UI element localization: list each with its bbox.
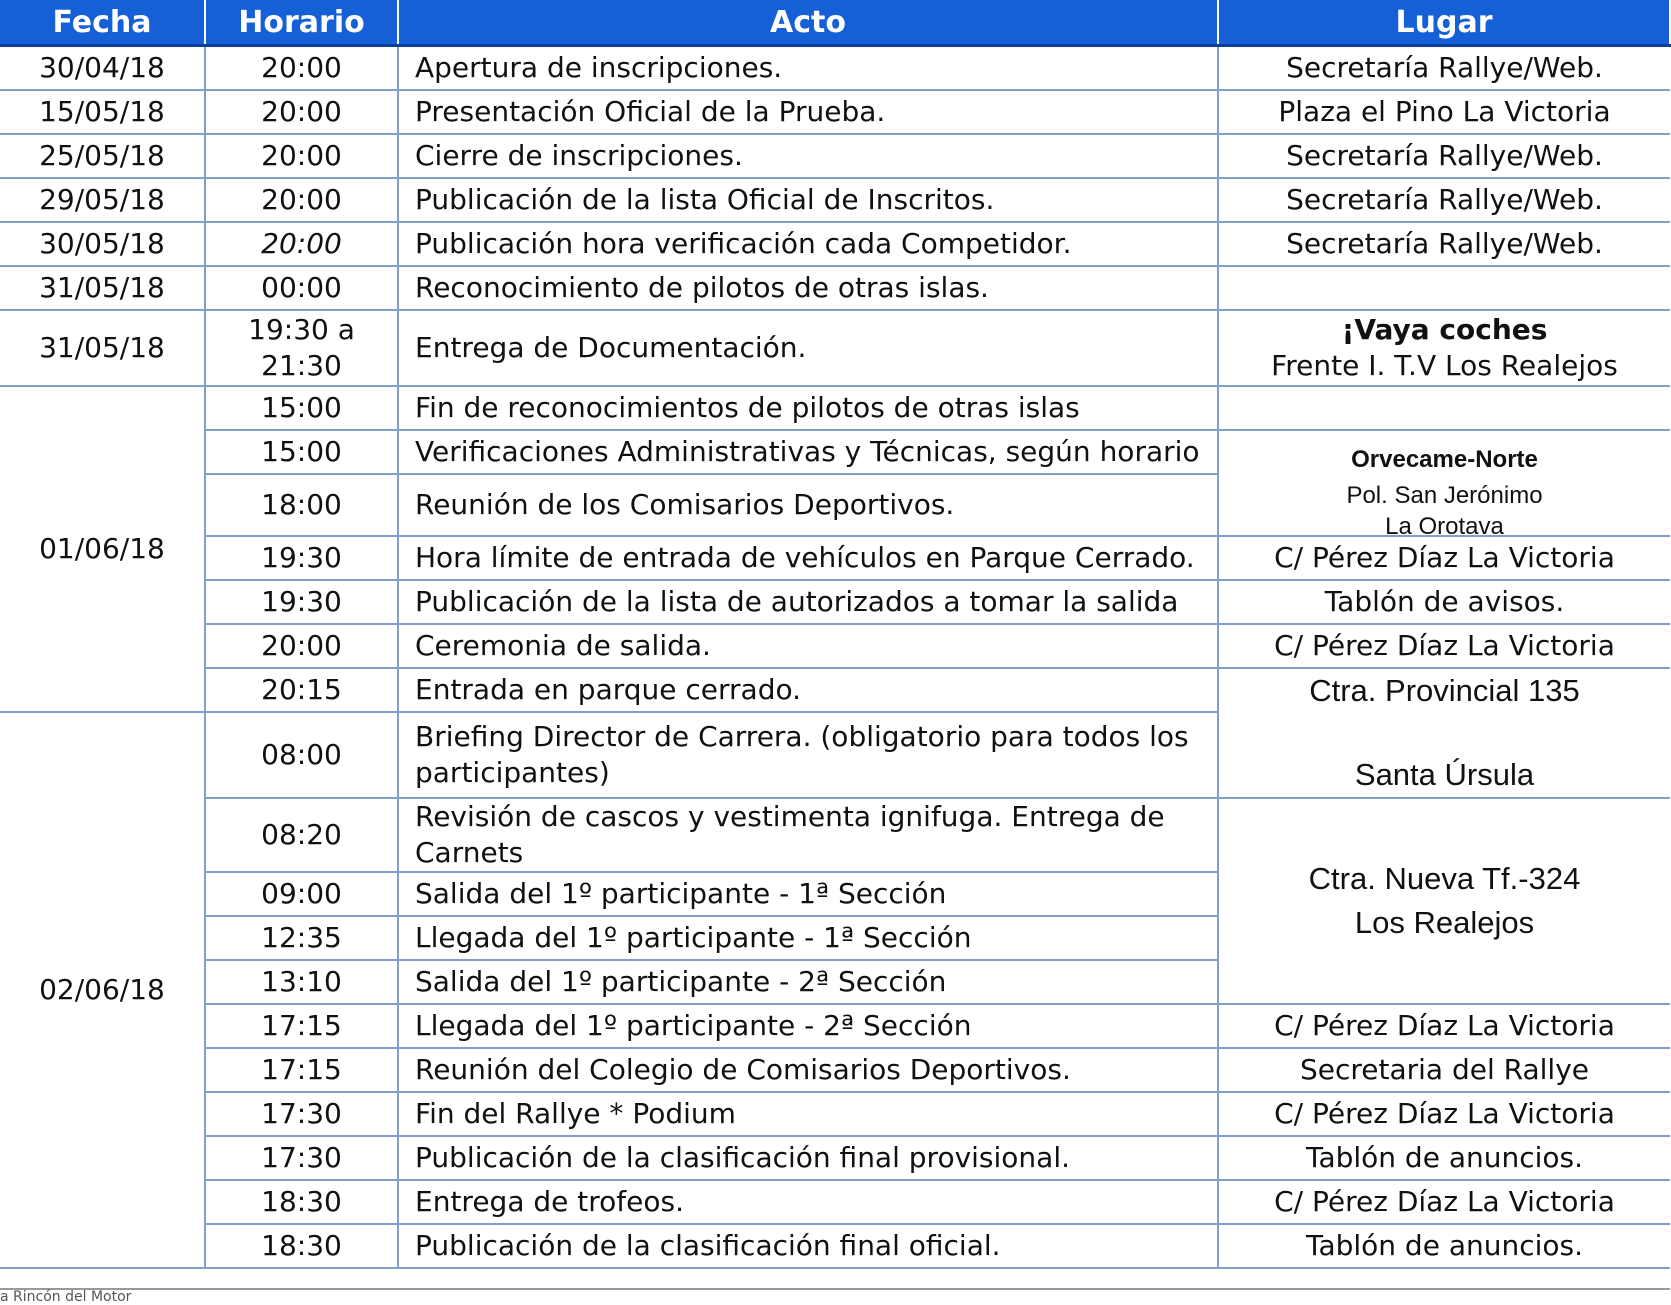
horario-cell: 20:00 [205, 624, 398, 668]
header-row [0, 0, 1670, 46]
horario-cell: 17:30 [205, 1092, 398, 1136]
horario-cell: 17:15 [205, 1004, 398, 1048]
table-row [0, 1180, 1670, 1224]
lugar-cell: Secretaría Rallye/Web. [1218, 46, 1670, 91]
lugar-cell [1218, 430, 1670, 540]
horario-cell: 08:20 [205, 798, 398, 872]
table-row [0, 1092, 1670, 1136]
acto-cell: Llegada del 1º participante - 2ª Sección [398, 1004, 1218, 1048]
fecha-cell: 01/06/18 [0, 386, 205, 712]
acto-cell: Reconocimiento de pilotos de otras islas. [398, 266, 1218, 310]
horario-cell: 09:00 [205, 872, 398, 916]
acto-cell: Reunión de los Comisarios Deportivos. [398, 474, 1218, 536]
table-row [0, 46, 1670, 91]
lugar-line: Orvecame-Norte [1351, 446, 1538, 473]
acto-cell: Cierre de inscripciones. [398, 134, 1218, 178]
horario-cell: 20:00 [205, 178, 398, 222]
acto-cell: Fin del Rallye * Podium [398, 1092, 1218, 1136]
horario-cell: 18:00 [205, 474, 398, 536]
lugar-cell: C/ Pérez Díaz La Victoria [1218, 536, 1670, 580]
lugar-line: Los Realejos [1354, 905, 1535, 940]
fecha-cell: 25/05/18 [0, 134, 205, 178]
acto-cell: Apertura de inscripciones. [398, 46, 1218, 91]
horario-cell: 08:00 [205, 712, 398, 798]
fecha-cell: 30/05/18 [0, 222, 205, 266]
acto-cell: Presentación Oficial de la Prueba. [398, 90, 1218, 134]
lugar-cell: Secretaría Rallye/Web. [1218, 222, 1670, 266]
acto-cell: Reunión del Colegio de Comisarios Deportivos. [398, 1048, 1218, 1092]
acto-cell: Entrega de Documentación. [398, 310, 1218, 386]
acto-cell: Salida del 1º participante - 2ª Sección [398, 960, 1218, 1004]
horario-cell: 15:00 [205, 386, 398, 430]
lugar-line: Ctra. Provincial 135 [1309, 673, 1580, 708]
table-row [0, 222, 1670, 266]
table-row [0, 668, 1670, 712]
header-lugar: Lugar [1218, 0, 1670, 46]
header-acto: Acto [398, 0, 1218, 46]
horario-line: 19:30 a [248, 313, 355, 346]
table-row [0, 580, 1670, 624]
lugar-cell: C/ Pérez Díaz La Victoria [1218, 1180, 1670, 1224]
table-row [0, 1004, 1670, 1048]
lugar-cell: C/ Pérez Díaz La Victoria [1218, 624, 1670, 668]
acto-cell: Entrada en parque cerrado. [398, 668, 1218, 712]
horario-cell: 15:00 [205, 430, 398, 474]
table-row [0, 536, 1670, 580]
table-row [0, 1048, 1670, 1092]
table-row [0, 1136, 1670, 1180]
table-row [0, 90, 1670, 134]
lugar-cell: C/ Pérez Díaz La Victoria [1218, 1092, 1670, 1136]
header-horario: Horario [205, 0, 398, 46]
horario-cell: 20:00 [205, 134, 398, 178]
table-row [0, 310, 1670, 386]
fecha-cell: 29/05/18 [0, 178, 205, 222]
horario-cell: 20:00 [205, 90, 398, 134]
lugar-cell [1218, 310, 1670, 386]
acto-cell: Revisión de cascos y vestimenta ignifuga. Entrega de Carnets [398, 798, 1218, 872]
lugar-line: La Orotava [1385, 513, 1504, 540]
horario-cell: 17:15 [205, 1048, 398, 1092]
horario-cell: 00:00 [205, 266, 398, 310]
acto-cell: Salida del 1º participante - 1ª Sección [398, 872, 1218, 916]
fecha-cell: 02/06/18 [0, 712, 205, 1268]
fecha-cell: 31/05/18 [0, 266, 205, 310]
acto-cell: Verificaciones Administrativas y Técnicas, según horario [398, 430, 1218, 474]
lugar-cell: Plaza el Pino La Victoria [1218, 90, 1670, 134]
fecha-cell: 31/05/18 [0, 310, 205, 386]
lugar-cell: Tablón de avisos. [1218, 580, 1670, 624]
horario-line: 21:30 [261, 349, 342, 382]
table-row [0, 386, 1670, 430]
table-row [0, 1224, 1670, 1268]
lugar-cell: Tablón de anuncios. [1218, 1224, 1670, 1268]
horario-cell: 20:15 [205, 668, 398, 712]
fecha-cell: 30/04/18 [0, 46, 205, 91]
acto-cell: Ceremonia de salida. [398, 624, 1218, 668]
lugar-line: Ctra. Nueva Tf.-324 [1308, 861, 1581, 896]
table-row [0, 134, 1670, 178]
lugar-line: Pol. San Jerónimo [1346, 482, 1543, 509]
lugar-cell: C/ Pérez Díaz La Victoria [1218, 1004, 1670, 1048]
horario-cell [205, 310, 398, 386]
acto-cell: Publicación de la clasificación final oficial. [398, 1224, 1218, 1268]
acto-cell: Publicación de la lista Oficial de Inscritos. [398, 178, 1218, 222]
horario-cell: 19:30 [205, 580, 398, 624]
table-row [0, 624, 1670, 668]
acto-cell: Entrega de trofeos. [398, 1180, 1218, 1224]
acto-cell: Fin de reconocimientos de pilotos de otras islas [398, 386, 1218, 430]
horario-cell: 20:00 [205, 46, 398, 91]
acto-cell: Publicación de la clasificación final provisional. [398, 1136, 1218, 1180]
lugar-line: ¡Vaya coches [1341, 313, 1548, 346]
horario-cell: 13:10 [205, 960, 398, 1004]
fecha-cell: 15/05/18 [0, 90, 205, 134]
lugar-cell [1218, 386, 1670, 430]
horario-cell: 18:30 [205, 1180, 398, 1224]
acto-cell: Llegada del 1º participante - 1ª Sección [398, 916, 1218, 960]
lugar-line: Frente I. T.V Los Realejos [1271, 349, 1618, 382]
horario-cell: 12:35 [205, 916, 398, 960]
acto-cell [398, 712, 1218, 798]
lugar-cell [1218, 798, 1670, 1004]
acto-line: Briefing Director de Carrera. (obligatorio para todos los [415, 720, 1189, 753]
lugar-cell: Secretaría Rallye/Web. [1218, 134, 1670, 178]
horario-cell: 19:30 [205, 536, 398, 580]
lugar-cell: Secretaria del Rallye [1218, 1048, 1670, 1092]
table-row [0, 430, 1670, 474]
horario-cell: 17:30 [205, 1136, 398, 1180]
lugar-line: Santa Úrsula [1354, 757, 1535, 792]
acto-cell: Publicación de la lista de autorizados a tomar la salida [398, 580, 1218, 624]
acto-cell: Publicación hora verificación cada Competidor. [398, 222, 1218, 266]
table-row [0, 266, 1670, 310]
header-fecha: Fecha [0, 0, 205, 46]
lugar-cell [1218, 668, 1670, 798]
lugar-cell: Secretaría Rallye/Web. [1218, 178, 1670, 222]
lugar-cell [1218, 266, 1670, 310]
acto-cell: Hora límite de entrada de vehículos en Parque Cerrado. [398, 536, 1218, 580]
horario-cell: 20:00 [205, 222, 398, 266]
table-row [0, 798, 1670, 872]
table-row [0, 178, 1670, 222]
horario-cell: 18:30 [205, 1224, 398, 1268]
lugar-cell: Tablón de anuncios. [1218, 1136, 1670, 1180]
acto-line: participantes) [415, 756, 610, 789]
footer-text: a Rincón del Motor [0, 1288, 1670, 1304]
